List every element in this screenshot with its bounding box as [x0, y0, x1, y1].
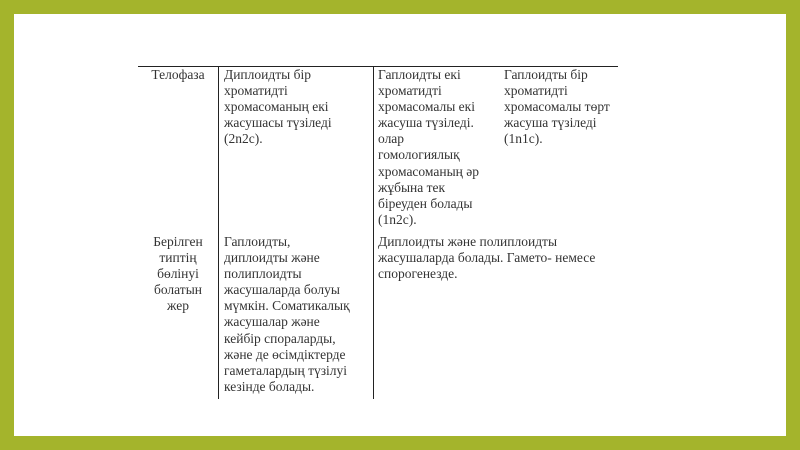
cell-meiosis2-telophase: Гаплоидты бір хроматидті хромасомалы төрт жасуша түзіледі (1n1c). — [504, 67, 610, 147]
cell-meiosis-location: Диплоидты және полиплоидты жасушаларда болады. Гамето- немесе спорогенезде. — [378, 234, 596, 282]
cell-meiosis1-telophase: Гаплоидты екі хроматидті хромасомалы екі жасуша түзіледі. олар гомологиялық хромасоманың әр жұбына тек біреуден болады (1n2c). — [378, 67, 479, 227]
cell-mitosis-location: Гаплоидты, диплоидты және полиплоидты жасушаларда болуы мүмкін. Соматикалық жасушалар және кейбір спораларды, және де өсімдіктерде гаметалардың түзілуі кезінде болады. — [224, 234, 350, 394]
table-column-divider-1 — [218, 66, 219, 399]
cell-mitosis-telophase: Диплоидты бір хроматидті хромасоманың екі жасушасы түзіледі (2n2c). — [224, 67, 332, 147]
cell-stage-location: Берілген типтің бөлінуі болатын жер — [153, 234, 203, 314]
comparison-table — [138, 66, 618, 399]
cell-stage-telophase: Телофаза — [151, 67, 205, 82]
slide — [14, 14, 786, 436]
table-column-divider-2 — [373, 66, 374, 399]
